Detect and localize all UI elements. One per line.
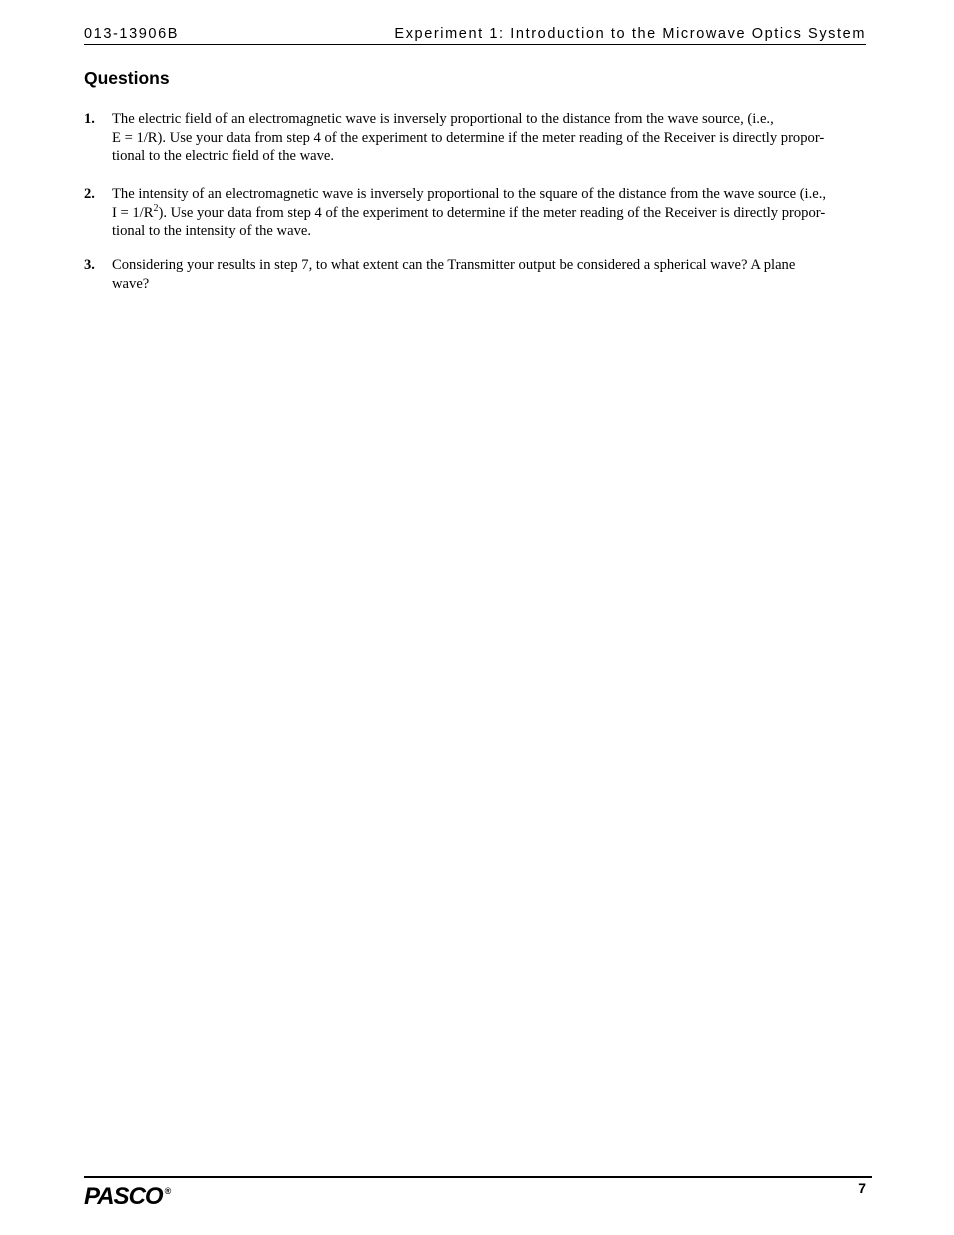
running-title: Experiment 1: Introduction to the Microwave Optics System xyxy=(394,26,866,42)
question-line xyxy=(112,204,874,223)
document-number: 013-13906B xyxy=(84,26,180,42)
question-line: The intensity of an electromagnetic wave is inversely proportional to the square of the distance from the wave source (i.e., xyxy=(112,186,827,202)
registered-mark: ® xyxy=(164,1186,172,1196)
question-text xyxy=(112,256,874,293)
question-number: 1. xyxy=(84,111,95,127)
question-line: The electric field of an electromagnetic wave is inversely proportional to the distance from the wave source, (i.e., xyxy=(112,111,774,127)
exponent: 2 xyxy=(153,202,159,214)
formula-text: I = 1/R xyxy=(112,204,154,221)
question-text xyxy=(112,110,874,166)
section-title: Questions xyxy=(84,68,170,88)
question-number: 2. xyxy=(84,186,95,202)
pasco-logo xyxy=(84,1180,172,1210)
question-line-rest: ). Use your data from step 4 of the experiment to determine if the meter reading of the Receiver is directly propor- xyxy=(158,204,826,221)
question-line: E = 1/R). Use your data from step 4 of the experiment to determine if the meter reading of the Receiver is directly propor- xyxy=(112,129,825,146)
page-header xyxy=(84,26,866,45)
question-line: tional to the intensity of the wave. xyxy=(112,223,311,240)
question-text xyxy=(112,185,874,241)
page-number: 7 xyxy=(858,1180,866,1196)
logo-text: PASCO xyxy=(84,1183,163,1210)
question-line: Considering your results in step 7, to what extent can the Transmitter output be considered a spherical wave? A plane xyxy=(112,257,796,273)
footer-rule xyxy=(84,1176,872,1178)
question-line: wave? xyxy=(112,275,150,292)
question-number: 3. xyxy=(84,257,95,273)
question-line: tional to the electric field of the wave. xyxy=(112,148,335,165)
